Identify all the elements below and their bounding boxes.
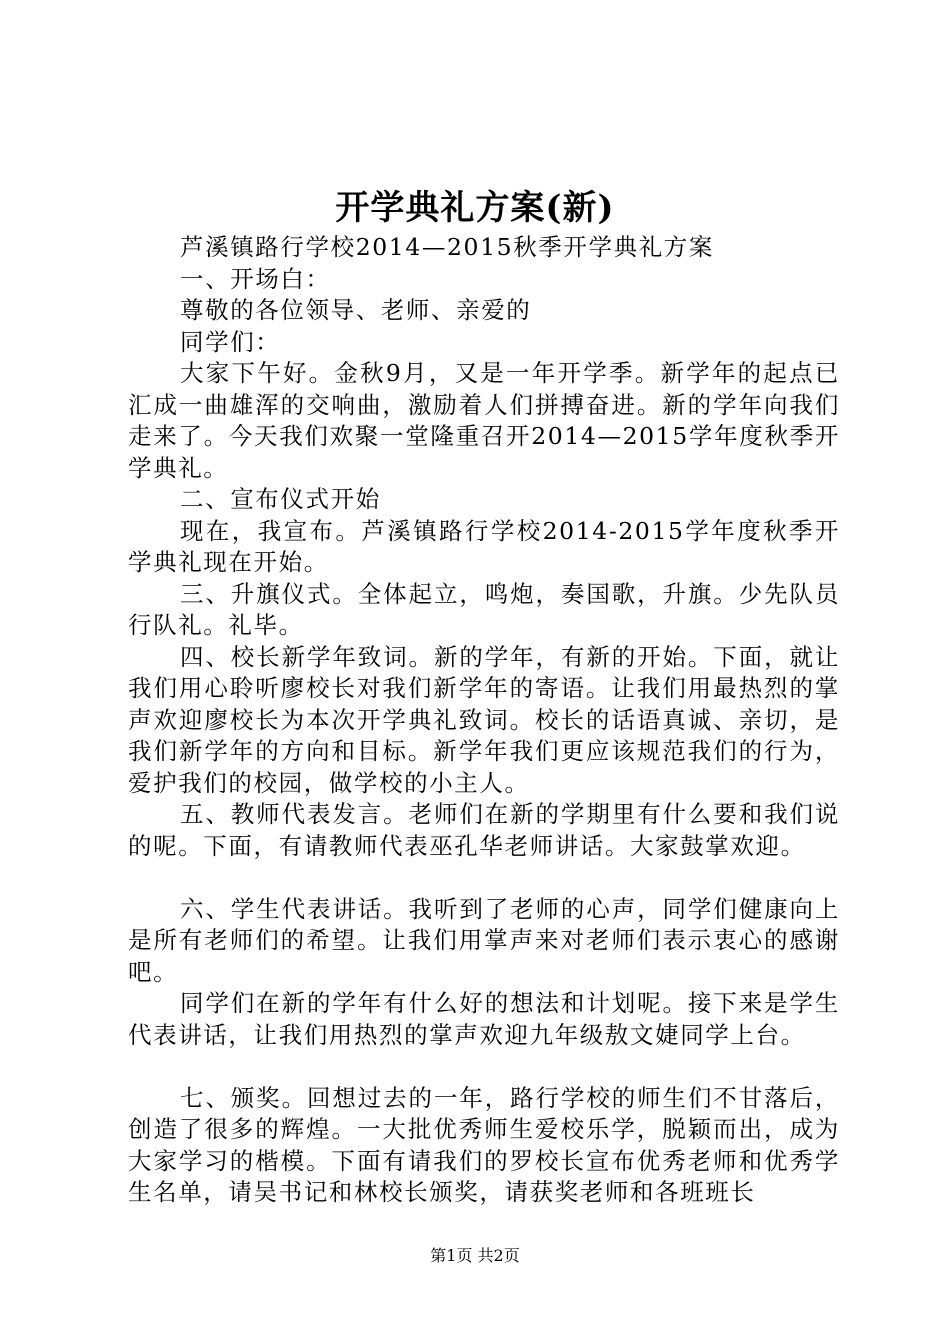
page-footer: 第1页 共2页 [430, 1246, 520, 1265]
paragraph-heading-line: 芦溪镇路行学校2014—2015秋季开学典礼方案 [180, 233, 715, 261]
paragraph-greeting-1: 尊敬的各位领导、老师、亲爱的 [180, 296, 532, 324]
paragraph-student-speech: 六、学生代表讲话。我听到了老师的心声，同学们健康向上是所有老师们的希望。让我们用掌声来对老师们表示衷心的感谢吧。 [128, 894, 840, 986]
paragraph-announcement: 现在，我宣布。芦溪镇路行学校2014-2015学年度秋季开学典礼现在开始。 [128, 516, 840, 576]
paragraph-section-1: 一、开场白： [180, 264, 331, 293]
paragraph-student-plans: 同学们在新的学年有什么好的想法和计划呢。接下来是学生代表讲话，让我们用热烈的掌声欢迎九年级敖文婕同学上台。 [128, 989, 840, 1049]
paragraph-opening: 大家下午好。金秋9月，又是一年开学季。新学年的起点已汇成一曲雄浑的交响曲，激励着人们拼搏奋进。新的学年向我们走来了。今天我们欢聚一堂隆重召开2014—2015学年度秋季开学典礼。 [128, 359, 840, 482]
paragraph-awards: 七、颁奖。回想过去的一年，路行学校的师生们不甘落后，创造了很多的辉煌。一大批优秀师生爱校乐学，脱颖而出，成为大家学习的楷模。下面有请我们的罗校长宣布优秀老师和优秀学生名单，请吴书记和林校长颁奖，请获奖老师和各班班长 [128, 1083, 840, 1206]
document-body [128, 232, 840, 1209]
paragraph-greeting-2: 同学们： [180, 327, 281, 356]
paragraph-principal-speech: 四、校长新学年致词。新的学年，有新的开始。下面，就让我们用心聆听廖校长对我们新学年的寄语。让我们用最热烈的掌声欢迎廖校长为本次开学典礼致词。校长的话语真诚、亲切，是我们新学年的方向和目标。新学年我们更应该规范我们的行为，爱护我们的校园，做学校的小主人。 [128, 642, 840, 797]
paragraph-section-2: 二、宣布仪式开始 [180, 485, 381, 513]
paragraph-flag-raising: 三、升旗仪式。全体起立，鸣炮，奏国歌，升旗。少先队员行队礼。礼毕。 [128, 579, 840, 639]
paragraph-teacher-speech: 五、教师代表发言。老师们在新的学期里有什么要和我们说的呢。下面，有请教师代表巫孔华老师讲话。大家鼓掌欢迎。 [128, 800, 840, 860]
document-title: 开学典礼方案(新) [335, 188, 615, 228]
